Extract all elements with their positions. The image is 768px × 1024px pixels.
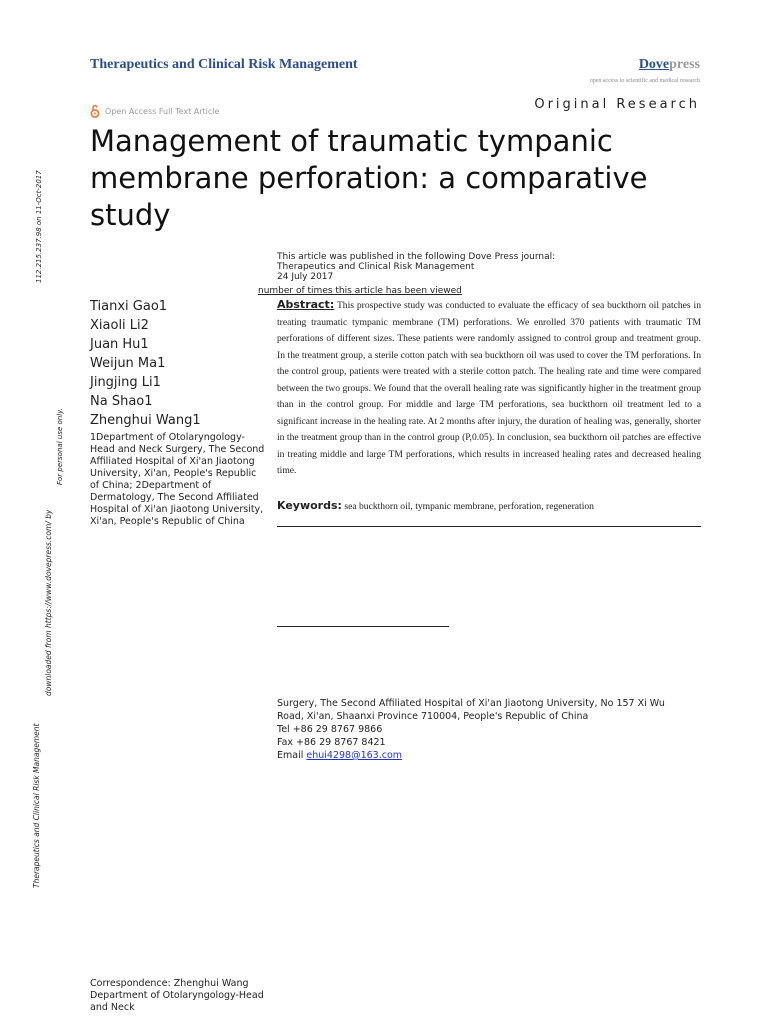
keywords-text: sea buckthorn oil, tympanic membrane, perforation, regeneration [344,501,594,512]
author-list [90,297,201,430]
margin-journal-text: Therapeutics and Clinical Risk Management [32,723,41,888]
affiliations: 1Department of Otolaryngology-Head and Neck Surgery, The Second Affiliated Hospital of Xi'an Jiaotong University, Xi'an, People's Republic of China; 2Department of Dermatology, The Second Affiliated Hospital of Xi'an Jiaotong University, Xi'an, People's Republic of China [90,432,265,527]
margin-download-text: downloaded from https://www.dovepress.com/ by [44,509,53,696]
email-line [277,749,717,762]
journal-title: Therapeutics and Clinical Risk Management [90,57,358,72]
publication-info [277,252,555,282]
abstract-label: Abstract: [277,298,335,311]
author-name: Jingjing Li1 [90,375,161,390]
open-access-text: Open Access Full Text Article [105,106,220,116]
brand-tagline: open access to scientific and medical research [589,78,700,84]
margin-ip-text: 112.215.237.98 on 11-Oct-2017 [35,170,43,283]
dovepress-logo[interactable] [639,57,700,73]
author-name: Xiaoli Li2 [90,318,149,333]
pub-info-line: This article was published in the following Dove Press journal: [277,252,556,262]
footnote-divider [277,626,449,627]
author-name: Juan Hu1 [90,337,149,352]
keywords [277,499,701,512]
article-type: Original Research [534,97,700,112]
author-name: Tianxi Gao1 [90,299,168,314]
phone-line: Tel +86 29 8767 9866 [277,724,383,735]
author-name: Zhenghui Wang1 [90,413,201,428]
brand-press: press [669,57,700,72]
author-name: Na Shao1 [90,394,153,409]
address-line: Road, Xi'an, Shaanxi Province 710004, People's Republic of China [277,711,589,722]
pub-info-line: Therapeutics and Clinical Risk Management [277,262,475,272]
keywords-label: Keywords: [277,499,342,512]
views-link[interactable]: number of times this article has been viewed [258,286,462,296]
open-access-label [90,104,219,118]
open-access-lock-icon [90,104,100,118]
email-link[interactable]: ehui4298@163.com [306,750,403,761]
fax-line: Fax +86 29 8767 8421 [277,737,386,748]
margin-personal-use-text: For personal use only. [56,408,64,485]
correspondence-address [277,697,717,762]
author-name: Weijun Ma1 [90,356,166,371]
email-label: Email [277,750,304,761]
brand-dove: Dove [638,57,670,72]
article-title: Management of traumatic tympanic membrane perforation: a comparative study [90,124,648,232]
divider [277,526,701,527]
correspondence: Correspondence: Zhenghui Wang Department of Otolaryngology-Head and Neck [90,978,264,1013]
abstract [277,297,701,480]
pub-info-line: 24 July 2017 [277,272,334,282]
abstract-text: This prospective study was conducted to evaluate the efficacy of sea buckthorn oil patches in treating traumatic tympanic membrane (TM) perforations. We enrolled 370 patients with traumatic TM perforations of different sizes. These patients were randomly assigned to control group and treatment group. In the treatment group, a sterile cotton patch with sea buckthorn oil was used to cover the TM perforations. In the control group, patients were treated with a sterile cotton patch. The healing rate and time were compared between the two groups. We found that the overall healing rate was significantly higher in the treatment group than in the control group. For middle and large TM perforations, sea buckthorn oil treatment led to a significant increase in the healing rate. At 2 months after injury, the duration of healing was, generally, shorter in the treatment group than in the control group (P,0.05). In conclusion, sea buckthorn oil patches are effective in treating middle and large TM perforations, which results in increased healing rates and decreased healing time. [277,300,701,476]
address-line: Surgery, The Second Affiliated Hospital of Xi'an Jiaotong University, No 157 Xi Wu [277,698,665,709]
